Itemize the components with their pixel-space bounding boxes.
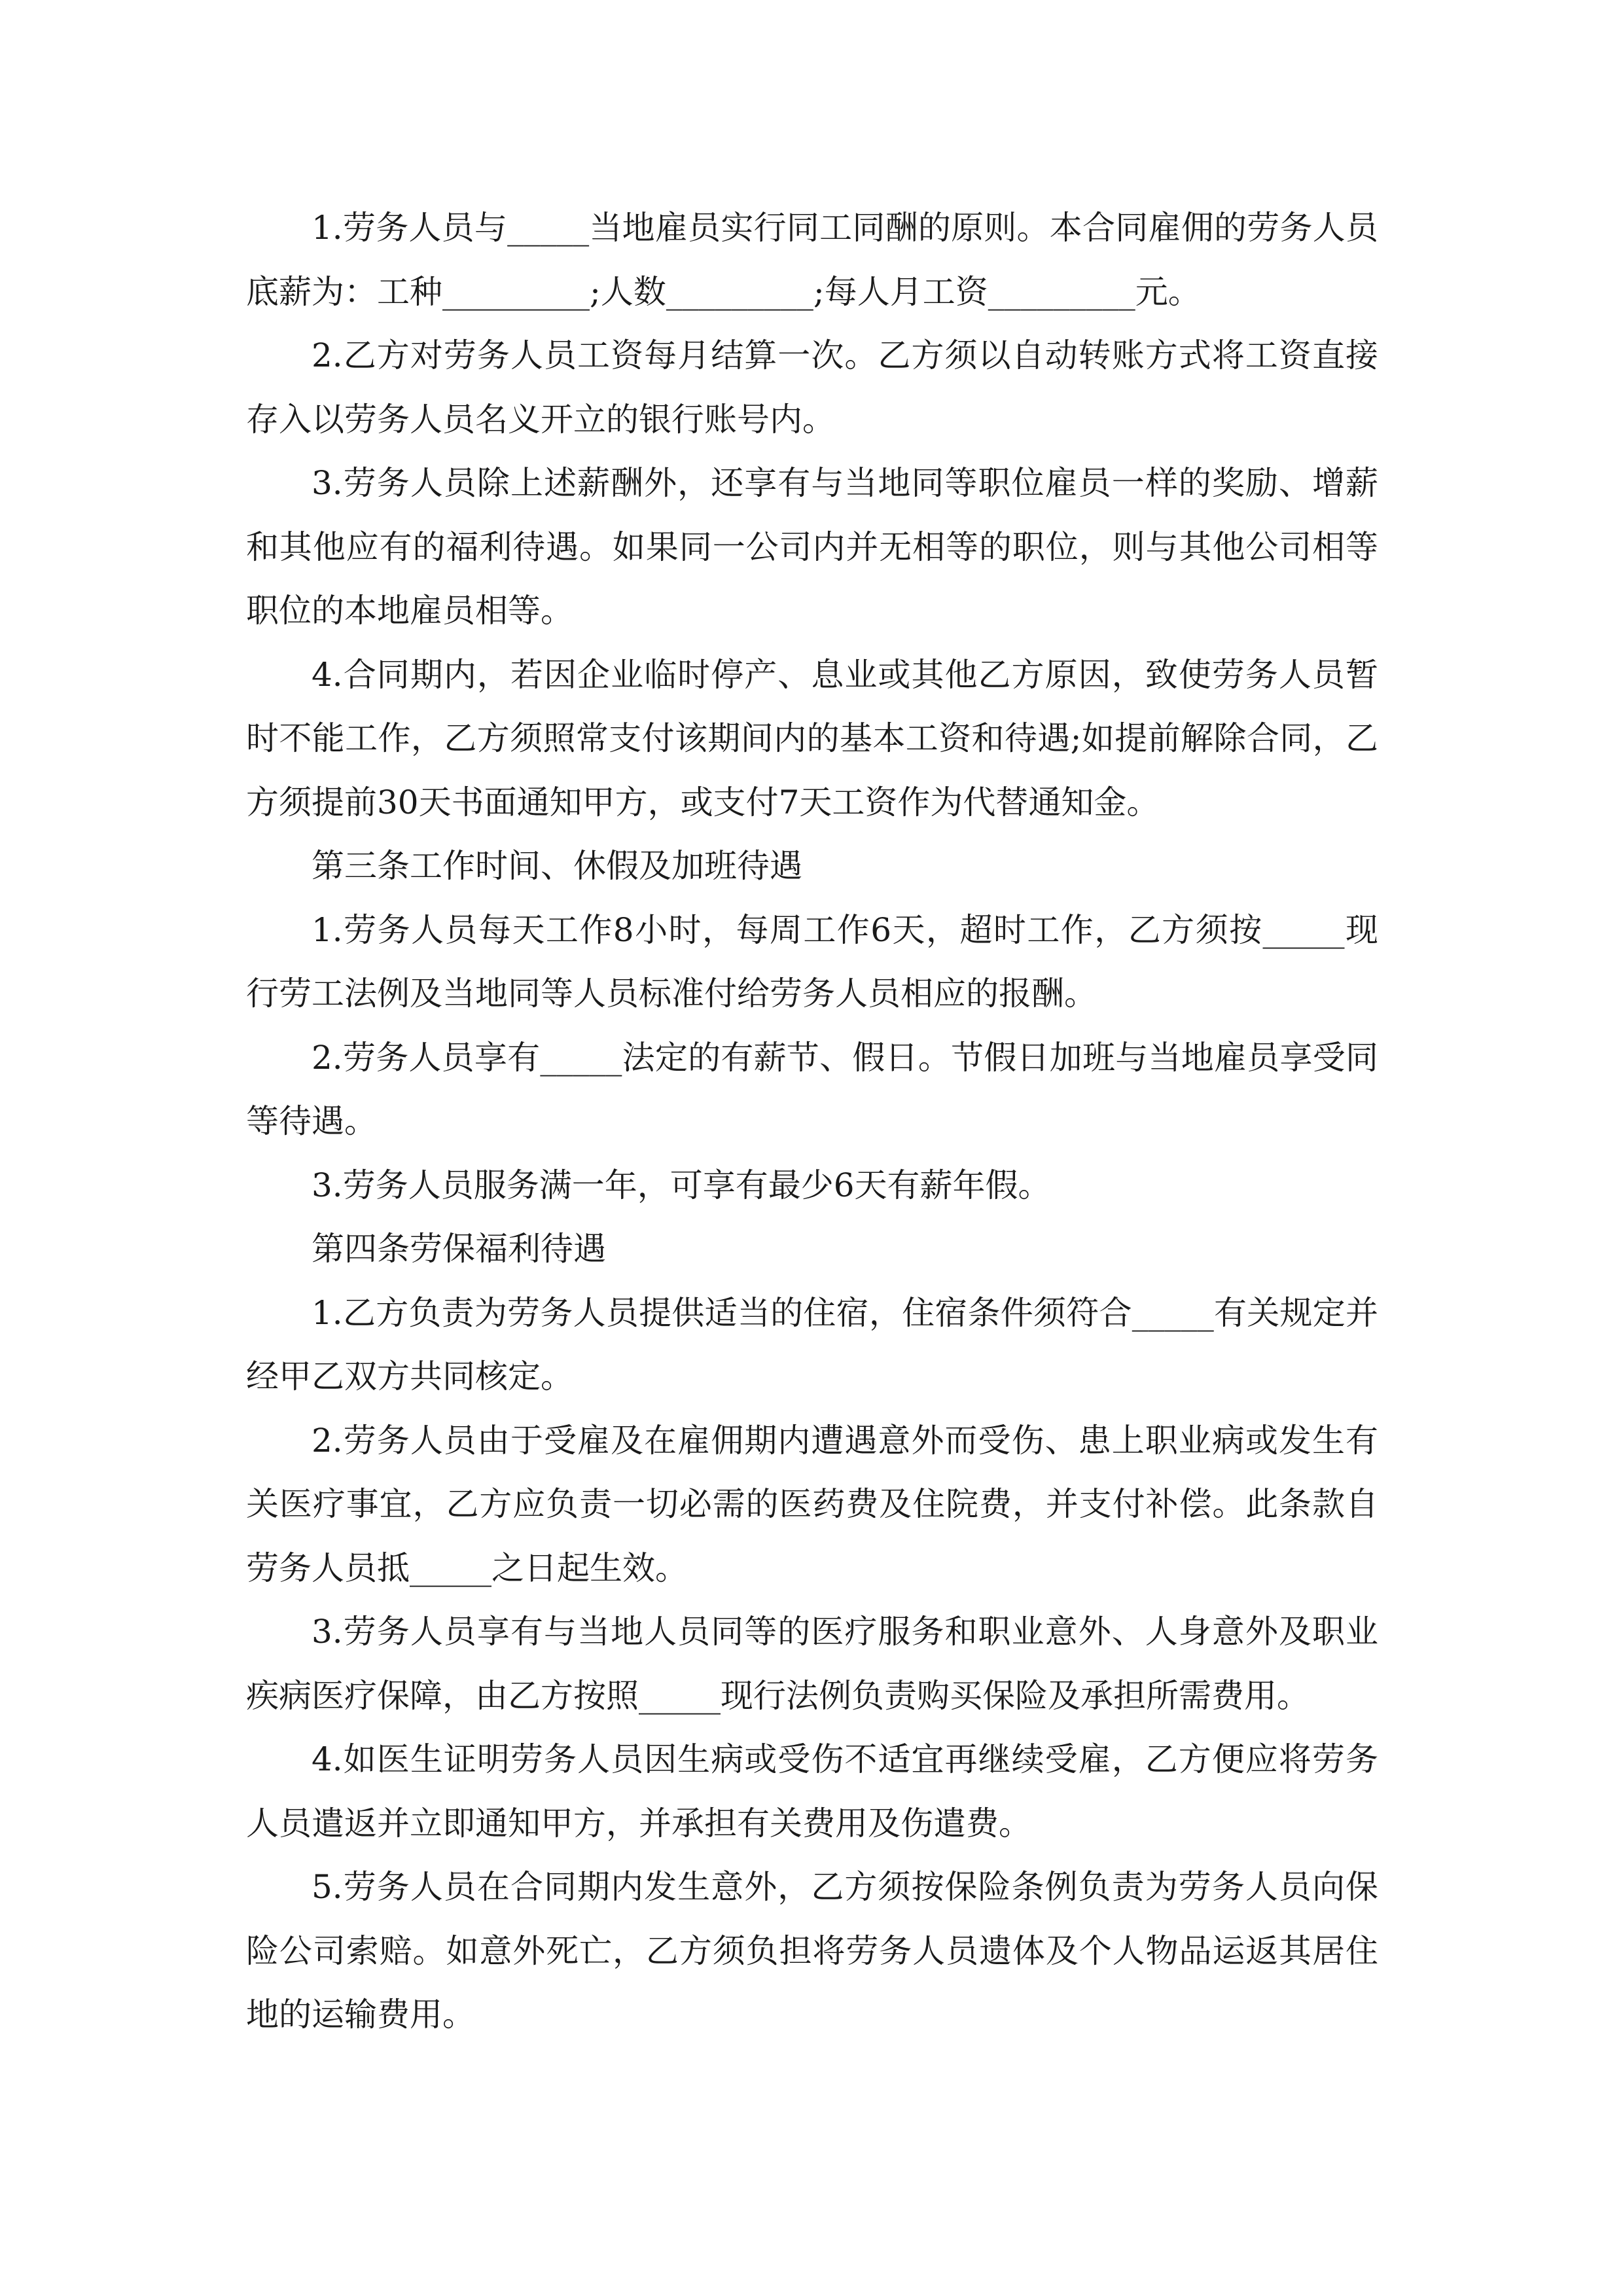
clause-welfare-5: 5.劳务人员在合同期内发生意外，乙方须按保险条例负责为劳务人员向保险公司索赔。如意外死亡，乙方须负担将劳务人员遗体及个人物品运返其居住地的运输费用。 [246,1868,1378,2034]
clause-welfare-3: 3.劳务人员享有与当地人员同等的医疗服务和职业意外、人身意外及职业疾病医疗保障，由乙方按照_____现行法例负责购买保险及承担所需费用。 [246,1613,1378,1715]
clause-worktime-2: 2.劳务人员享有_____法定的有薪节、假日。节假日加班与当地雇员享受同等待遇。 [246,1038,1378,1140]
clause-welfare-1: 1.乙方负责为劳务人员提供适当的住宿，住宿条件须符合_____有关规定并经甲乙双方共同核定。 [246,1293,1378,1395]
clause-wage-3: 3.劳务人员除上述薪酬外，还享有与当地同等职位雇员一样的奖励、增薪和其他应有的福利待遇。如果同一公司内并无相等的职位，则与其他公司相等职位的本地雇员相等。 [246,464,1378,630]
clause-worktime-3: 3.劳务人员服务满一年，可享有最少6天有薪年假。 [312,1166,1051,1204]
clause-wage-4: 4.合同期内，若因企业临时停产、息业或其他乙方原因，致使劳务人员暂时不能工作，乙方须照常支付该期间内的基本工资和待遇;如提前解除合同，乙方须提前30天书面通知甲方，或支付7天工资作为代替通知金。 [246,655,1378,821]
clause-worktime-1: 1.劳务人员每天工作8小时，每周工作6天，超时工作，乙方须按_____现行劳工法例及当地同等人员标准付给劳务人员相应的报酬。 [246,910,1378,1013]
contract-body [246,196,1378,2047]
clause-welfare-4: 4.如医生证明劳务人员因生病或受伤不适宜再继续受雇，乙方便应将劳务人员遣返并立即通知甲方，并承担有关费用及伤遣费。 [246,1740,1378,1842]
clause-wage-1: 1.劳务人员与_____当地雇员实行同工同酬的原则。本合同雇佣的劳务人员底薪为：工种_________;人数_________;每人月工资_________元。 [246,209,1378,311]
clause-welfare-2: 2.劳务人员由于受雇及在雇佣期内遭遇意外而受伤、患上职业病或发生有关医疗事宜，乙方应负责一切必需的医药费及住院费，并支付补偿。此条款自劳务人员抵_____之日起生效。 [246,1421,1378,1587]
clause-wage-2: 2.乙方对劳务人员工资每月结算一次。乙方须以自动转账方式将工资直接存入以劳务人员名义开立的银行账号内。 [246,336,1378,439]
section-heading-article-3: 第三条工作时间、休假及加班待遇 [312,847,802,885]
section-heading-article-4: 第四条劳保福利待遇 [312,1230,606,1268]
